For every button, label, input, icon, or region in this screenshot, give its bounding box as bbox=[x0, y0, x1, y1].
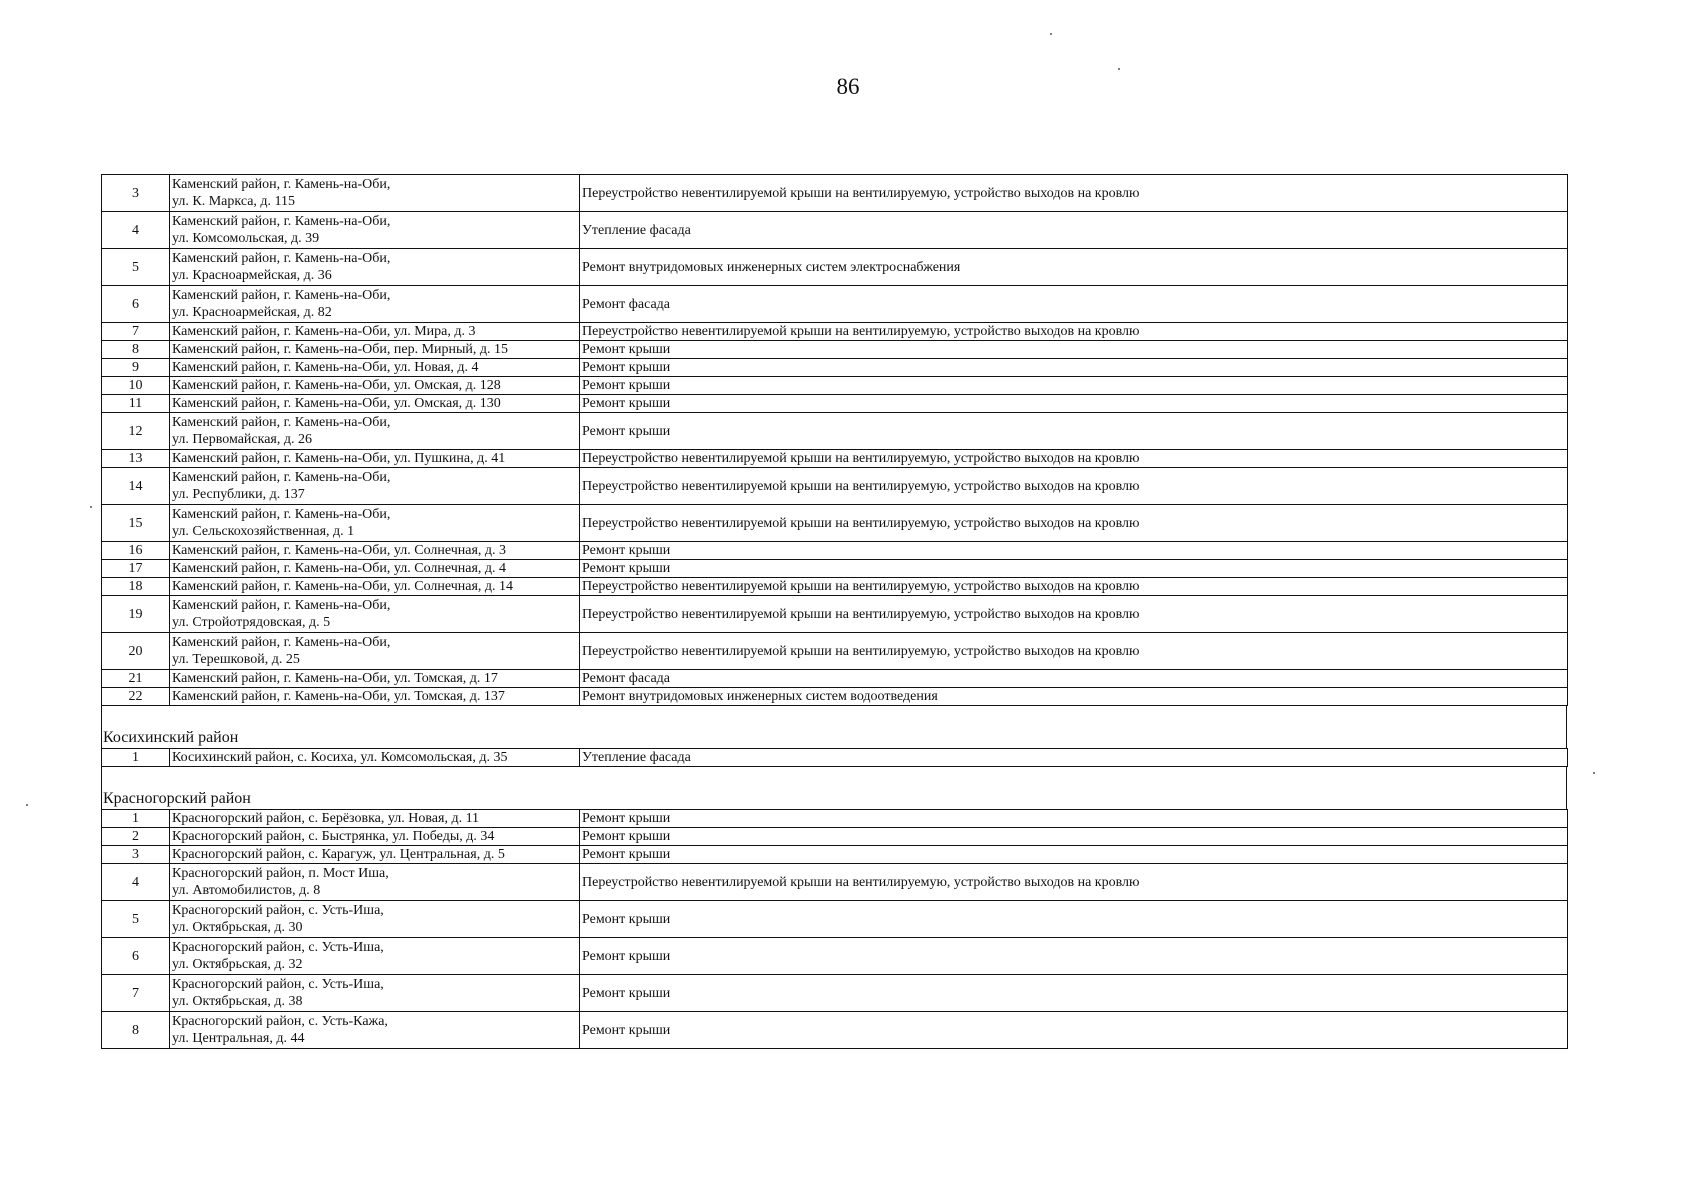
table-row bbox=[102, 395, 1568, 413]
row-number-cell: 11 bbox=[102, 395, 170, 413]
address-line: Каменский район, г. Камень-на-Оби, ул. Мира, д. 3 bbox=[172, 324, 476, 339]
work-type-cell: Ремонт крыши bbox=[580, 560, 1568, 578]
address-line: ул. Октябрьская, д. 30 bbox=[172, 920, 303, 935]
address-line: Красногорский район, с. Усть-Кажа, bbox=[172, 1014, 388, 1029]
row-number-cell: 7 bbox=[102, 323, 170, 341]
table-row bbox=[102, 542, 1568, 560]
scan-speck bbox=[1593, 772, 1595, 774]
address-cell bbox=[170, 846, 580, 864]
address-cell bbox=[170, 670, 580, 688]
address-cell bbox=[170, 828, 580, 846]
table-row bbox=[102, 377, 1568, 395]
table-row bbox=[102, 938, 1568, 975]
row-number-cell: 4 bbox=[102, 864, 170, 901]
works-table bbox=[101, 174, 1568, 706]
table-row bbox=[102, 175, 1568, 212]
address-line: ул. Терешковой, д. 25 bbox=[172, 652, 300, 667]
work-type-cell: Утепление фасада bbox=[580, 749, 1568, 767]
work-type-cell: Переустройство невентилируемой крыши на вентилируемую, устройство выходов на кровлю bbox=[580, 578, 1568, 596]
work-type-cell: Ремонт крыши bbox=[580, 542, 1568, 560]
address-line: ул. Автомобилистов, д. 8 bbox=[172, 883, 321, 898]
address-line: Каменский район, г. Камень-на-Оби, ул. Омская, д. 128 bbox=[172, 378, 501, 393]
address-cell bbox=[170, 596, 580, 633]
address-cell bbox=[170, 542, 580, 560]
address-line: ул. Красноармейская, д. 36 bbox=[172, 268, 332, 283]
work-type-cell: Переустройство невентилируемой крыши на вентилируемую, устройство выходов на кровлю bbox=[580, 633, 1568, 670]
row-number-cell: 13 bbox=[102, 450, 170, 468]
row-number-cell: 6 bbox=[102, 286, 170, 323]
table-row bbox=[102, 249, 1568, 286]
address-cell bbox=[170, 450, 580, 468]
address-cell bbox=[170, 864, 580, 901]
address-line: ул. Центральная, д. 44 bbox=[172, 1031, 305, 1046]
address-line: Каменский район, г. Камень-на-Оби, ул. Новая, д. 4 bbox=[172, 360, 479, 375]
address-line: Каменский район, г. Камень-на-Оби, bbox=[172, 598, 391, 613]
section-heading bbox=[101, 706, 1567, 748]
address-line: ул. Сельскохозяйственная, д. 1 bbox=[172, 524, 355, 539]
work-type-cell: Ремонт крыши bbox=[580, 1012, 1568, 1049]
address-line: Каменский район, г. Камень-на-Оби, пер. Мирный, д. 15 bbox=[172, 342, 509, 357]
table-row bbox=[102, 864, 1568, 901]
page-number: 86 bbox=[836, 74, 860, 99]
work-type-cell: Ремонт крыши bbox=[580, 975, 1568, 1012]
address-line: Каменский район, г. Камень-на-Оби, ул. Пушкина, д. 41 bbox=[172, 451, 506, 466]
address-cell bbox=[170, 323, 580, 341]
work-type-cell: Утепление фасада bbox=[580, 212, 1568, 249]
table-row bbox=[102, 578, 1568, 596]
work-type-cell: Ремонт внутридомовых инженерных систем электроснабжения bbox=[580, 249, 1568, 286]
row-number-cell: 8 bbox=[102, 341, 170, 359]
table-row bbox=[102, 749, 1568, 767]
row-number-cell: 21 bbox=[102, 670, 170, 688]
row-number-cell: 19 bbox=[102, 596, 170, 633]
row-number-cell: 8 bbox=[102, 1012, 170, 1049]
row-number-cell: 1 bbox=[102, 749, 170, 767]
address-line: Каменский район, г. Камень-на-Оби, ул. Солнечная, д. 14 bbox=[172, 579, 514, 594]
work-type-cell: Ремонт крыши bbox=[580, 413, 1568, 450]
table-row bbox=[102, 323, 1568, 341]
row-number-cell: 9 bbox=[102, 359, 170, 377]
address-line: Каменский район, г. Камень-на-Оби, bbox=[172, 415, 391, 430]
row-number-cell: 12 bbox=[102, 413, 170, 450]
work-type-cell: Переустройство невентилируемой крыши на вентилируемую, устройство выходов на кровлю bbox=[580, 596, 1568, 633]
section-heading-text: Косихинский район bbox=[103, 729, 239, 746]
address-line: Красногорский район, с. Берёзовка, ул. Новая, д. 11 bbox=[172, 811, 480, 826]
address-line: ул. Октябрьская, д. 32 bbox=[172, 957, 303, 972]
address-line: Каменский район, г. Камень-на-Оби, bbox=[172, 177, 391, 192]
address-line: Каменский район, г. Камень-на-Оби, bbox=[172, 288, 391, 303]
address-line: Красногорский район, с. Быстрянка, ул. Победы, д. 34 bbox=[172, 829, 495, 844]
scan-speck bbox=[90, 506, 92, 508]
address-line: ул. Красноармейская, д. 82 bbox=[172, 305, 332, 320]
row-number-cell: 6 bbox=[102, 938, 170, 975]
work-type-cell: Ремонт крыши bbox=[580, 359, 1568, 377]
address-cell bbox=[170, 749, 580, 767]
work-type-cell: Ремонт крыши bbox=[580, 938, 1568, 975]
address-line: Каменский район, г. Камень-на-Оби, bbox=[172, 507, 391, 522]
work-type-cell: Ремонт внутридомовых инженерных систем водоотведения bbox=[580, 688, 1568, 706]
works-table bbox=[101, 748, 1568, 767]
row-number-cell: 16 bbox=[102, 542, 170, 560]
address-line: Каменский район, г. Камень-на-Оби, ул. Солнечная, д. 4 bbox=[172, 561, 507, 576]
address-line: Каменский район, г. Камень-на-Оби, ул. Томская, д. 137 bbox=[172, 689, 505, 704]
row-number-cell: 22 bbox=[102, 688, 170, 706]
work-type-cell: Ремонт крыши bbox=[580, 341, 1568, 359]
row-number-cell: 15 bbox=[102, 505, 170, 542]
row-number-cell: 5 bbox=[102, 901, 170, 938]
work-type-cell: Ремонт крыши bbox=[580, 810, 1568, 828]
address-line: Красногорский район, п. Мост Иша, bbox=[172, 866, 389, 881]
address-cell bbox=[170, 413, 580, 450]
address-line: ул. Стройотрядовская, д. 5 bbox=[172, 615, 331, 630]
row-number-cell: 3 bbox=[102, 846, 170, 864]
work-type-cell: Ремонт крыши bbox=[580, 846, 1568, 864]
address-line: Косихинский район, с. Косиха, ул. Комсомольская, д. 35 bbox=[172, 750, 508, 765]
address-cell bbox=[170, 810, 580, 828]
work-type-cell: Ремонт фасада bbox=[580, 670, 1568, 688]
row-number-cell: 14 bbox=[102, 468, 170, 505]
address-line: ул. Первомайская, д. 26 bbox=[172, 432, 312, 447]
address-line: Красногорский район, с. Усть-Иша, bbox=[172, 940, 384, 955]
work-type-cell: Ремонт крыши bbox=[580, 395, 1568, 413]
address-line: ул. К. Маркса, д. 115 bbox=[172, 194, 296, 209]
address-line: Каменский район, г. Камень-на-Оби, bbox=[172, 214, 391, 229]
row-number-cell: 3 bbox=[102, 175, 170, 212]
work-type-cell: Переустройство невентилируемой крыши на вентилируемую, устройство выходов на кровлю bbox=[580, 323, 1568, 341]
work-type-cell: Переустройство невентилируемой крыши на вентилируемую, устройство выходов на кровлю bbox=[580, 864, 1568, 901]
row-number-cell: 4 bbox=[102, 212, 170, 249]
address-cell bbox=[170, 212, 580, 249]
section-heading-text: Красногорский район bbox=[103, 790, 251, 807]
address-cell bbox=[170, 578, 580, 596]
scan-speck bbox=[26, 804, 28, 806]
address-line: ул. Республики, д. 137 bbox=[172, 487, 305, 502]
address-cell bbox=[170, 938, 580, 975]
address-line: Красногорский район, с. Усть-Иша, bbox=[172, 977, 384, 992]
address-line: Каменский район, г. Камень-на-Оби, bbox=[172, 251, 391, 266]
address-cell bbox=[170, 468, 580, 505]
table-row bbox=[102, 633, 1568, 670]
address-line: ул. Комсомольская, д. 39 bbox=[172, 231, 320, 246]
address-cell bbox=[170, 249, 580, 286]
address-line: ул. Октябрьская, д. 38 bbox=[172, 994, 303, 1009]
address-cell bbox=[170, 377, 580, 395]
address-cell bbox=[170, 286, 580, 323]
address-cell bbox=[170, 175, 580, 212]
table-row bbox=[102, 975, 1568, 1012]
address-line: Каменский район, г. Камень-на-Оби, ул. Солнечная, д. 3 bbox=[172, 543, 507, 558]
address-line: Каменский район, г. Камень-на-Оби, ул. Томская, д. 17 bbox=[172, 671, 498, 686]
row-number-cell: 2 bbox=[102, 828, 170, 846]
address-cell bbox=[170, 359, 580, 377]
table-row bbox=[102, 286, 1568, 323]
row-number-cell: 10 bbox=[102, 377, 170, 395]
works-table bbox=[101, 809, 1568, 1049]
address-cell bbox=[170, 505, 580, 542]
table-row bbox=[102, 505, 1568, 542]
row-number-cell: 18 bbox=[102, 578, 170, 596]
work-type-cell: Переустройство невентилируемой крыши на вентилируемую, устройство выходов на кровлю bbox=[580, 505, 1568, 542]
address-line: Красногорский район, с. Усть-Иша, bbox=[172, 903, 384, 918]
work-type-cell: Ремонт фасада bbox=[580, 286, 1568, 323]
address-line: Каменский район, г. Камень-на-Оби, ул. Омская, д. 130 bbox=[172, 396, 501, 411]
work-type-cell: Ремонт крыши bbox=[580, 901, 1568, 938]
table-row bbox=[102, 1012, 1568, 1049]
row-number-cell: 20 bbox=[102, 633, 170, 670]
row-number-cell: 17 bbox=[102, 560, 170, 578]
address-cell bbox=[170, 688, 580, 706]
address-cell bbox=[170, 341, 580, 359]
table-row bbox=[102, 450, 1568, 468]
address-cell bbox=[170, 1012, 580, 1049]
address-cell bbox=[170, 395, 580, 413]
table-row bbox=[102, 359, 1568, 377]
work-type-cell: Ремонт крыши bbox=[580, 828, 1568, 846]
work-type-cell: Ремонт крыши bbox=[580, 377, 1568, 395]
address-line: Каменский район, г. Камень-на-Оби, bbox=[172, 470, 391, 485]
table-row bbox=[102, 901, 1568, 938]
scan-speck bbox=[1050, 33, 1052, 35]
document-table-container bbox=[101, 174, 1567, 1049]
table-row bbox=[102, 560, 1568, 578]
table-row bbox=[102, 596, 1568, 633]
row-number-cell: 5 bbox=[102, 249, 170, 286]
address-line: Красногорский район, с. Карагуж, ул. Центральная, д. 5 bbox=[172, 847, 505, 862]
table-row bbox=[102, 468, 1568, 505]
table-row bbox=[102, 828, 1568, 846]
row-number-cell: 1 bbox=[102, 810, 170, 828]
work-type-cell: Переустройство невентилируемой крыши на вентилируемую, устройство выходов на кровлю bbox=[580, 175, 1568, 212]
table-row bbox=[102, 846, 1568, 864]
section-heading bbox=[101, 767, 1567, 809]
address-cell bbox=[170, 560, 580, 578]
table-row bbox=[102, 212, 1568, 249]
address-cell bbox=[170, 975, 580, 1012]
address-cell bbox=[170, 901, 580, 938]
table-row bbox=[102, 688, 1568, 706]
table-row bbox=[102, 810, 1568, 828]
table-row bbox=[102, 341, 1568, 359]
work-type-cell: Переустройство невентилируемой крыши на вентилируемую, устройство выходов на кровлю bbox=[580, 468, 1568, 505]
row-number-cell: 7 bbox=[102, 975, 170, 1012]
table-row bbox=[102, 670, 1568, 688]
address-cell bbox=[170, 633, 580, 670]
address-line: Каменский район, г. Камень-на-Оби, bbox=[172, 635, 391, 650]
scan-speck bbox=[1118, 68, 1120, 70]
work-type-cell: Переустройство невентилируемой крыши на вентилируемую, устройство выходов на кровлю bbox=[580, 450, 1568, 468]
table-row bbox=[102, 413, 1568, 450]
